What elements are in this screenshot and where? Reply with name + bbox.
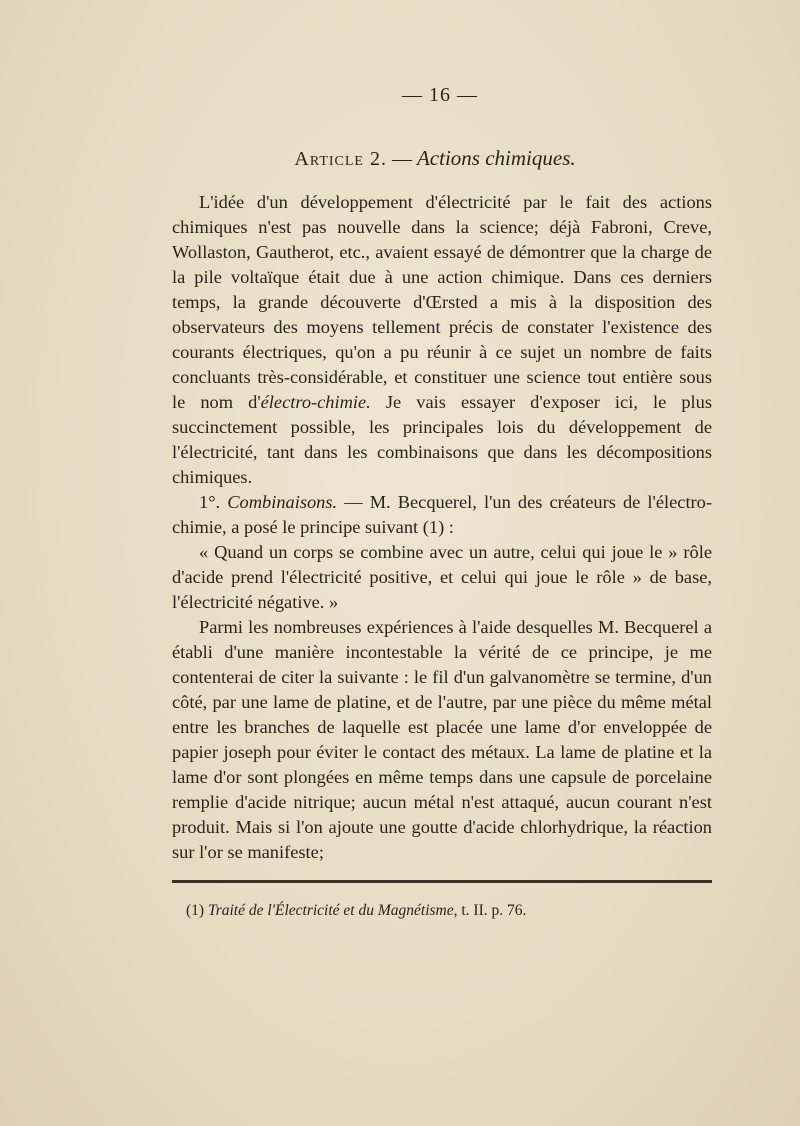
section-text: — M. Becquerel, l'un des créateurs de l'électro-chimie, a posé le principe suivant (1) : (172, 492, 712, 537)
page-number: — 16 — (402, 84, 478, 106)
heading-dash: — (386, 148, 417, 170)
footnote (186, 902, 726, 920)
body-text (172, 190, 712, 865)
article-title: Actions chimiques. (416, 146, 576, 170)
paragraph-intro-part2: Je vais essayer d'exposer ici, le plus succinctement possible, les principales lois du développement de l'électricité, tant dans les combinaisons que dans les décompositions chimiques. (172, 392, 713, 487)
footnote-reference: , t. II. p. 76. (453, 902, 527, 919)
paragraph-intro-part1: L'idée d'un développement d'électricité par le fait des actions chimiques n'est pas nouvelle dans la science; déjà Fabroni, Creve, Wollaston, Gautherot, etc., avaient essayé de démontrer que la charge de la pile voltaïque était due à une action chimique. Dans ces derniers temps, la grande découverte d'Œrsted a mis à la disposition des observateurs des moyens tellement précis de constater l'existence des courants électriques, qu'on a pu réunir à ce sujet un nombre de faits concluants très-considérable, et constituer une science tout entière sous le nom d' (172, 192, 712, 412)
footnote-marker: (1) (186, 902, 205, 919)
quote-principle: « Quand un corps se combine avec un autre, celui qui joue le » rôle d'acide prend l'électricité positive, et celui qui joue le rôle » de base, l'électricité négative. » (172, 542, 712, 612)
section-label: Combinaisons. (227, 492, 338, 512)
article-heading (0, 146, 800, 171)
paragraph-intro (172, 190, 712, 490)
paragraph-intro-term: électro-chimie. (260, 392, 371, 412)
section-number: 1°. (199, 492, 221, 512)
section-combinaisons (172, 490, 712, 540)
footnote-rule (172, 880, 712, 883)
paragraph-experiment: Parmi les nombreuses expériences à l'aide desquelles M. Becquerel a établi d'une manière incontestable la vérité de ce principe, je me contenterai de citer la suivante : le fil d'un galvanomètre se termine, d'un côté, par une lame de platine, et de l'autre, par une pièce du même métal entre les branches de laquelle est placée une lame d'or enveloppée de papier joseph pour éviter le contact des métaux. La lame de platine et la lame d'or sont plongées en même temps dans une capsule de porcelaine remplie d'acide nitrique; aucun métal n'est attaqué, aucun courant n'est produit. Mais si l'on ajoute une goutte d'acide chlorhydrique, la réaction sur l'or se manifeste; (172, 617, 712, 862)
article-number: Article 2. (294, 148, 387, 170)
footnote-title: Traité de l'Électricité et du Magnétisme (207, 902, 454, 919)
